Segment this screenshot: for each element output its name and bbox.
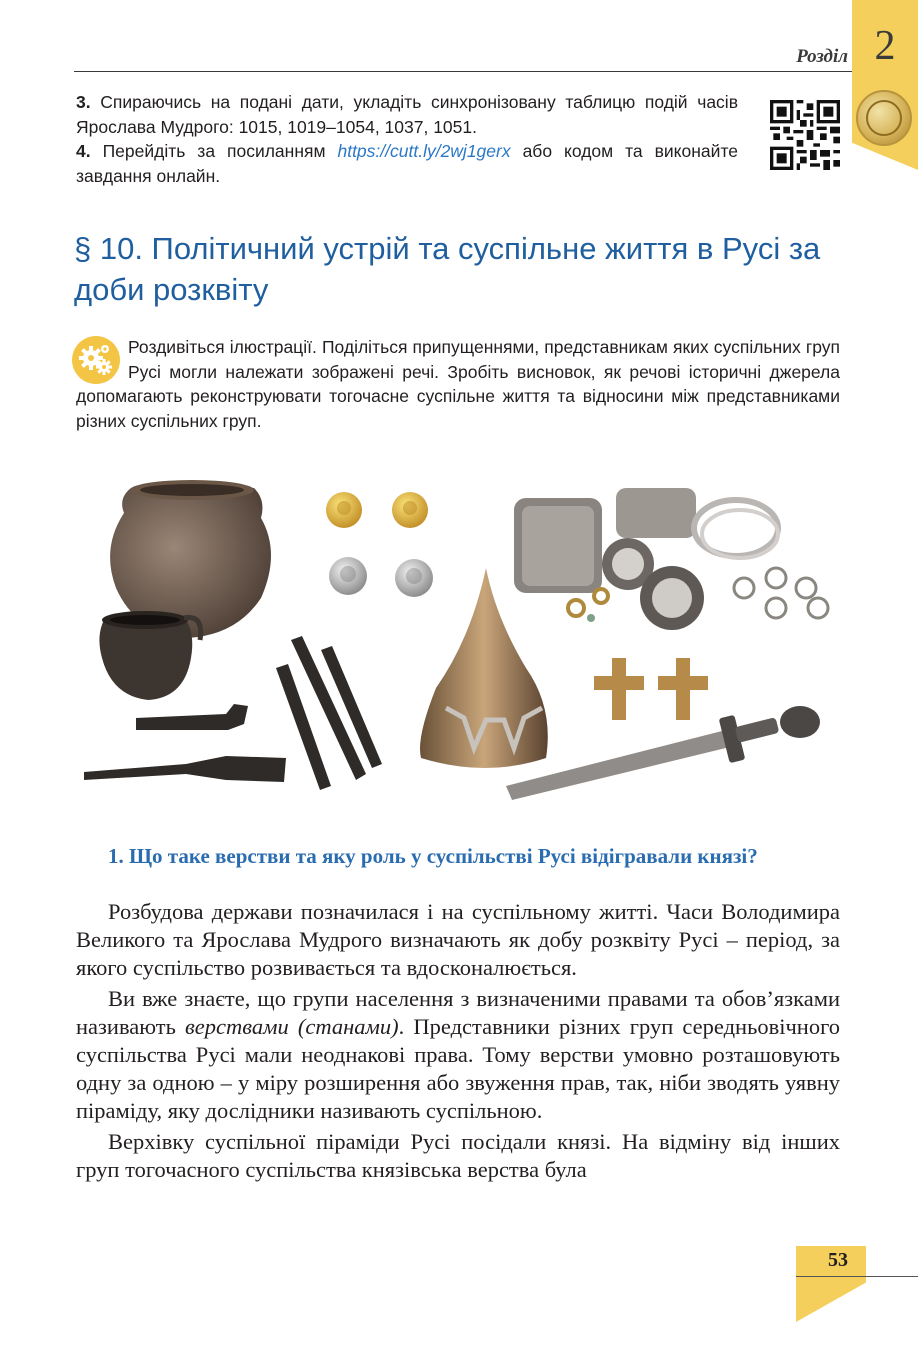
task-4: 4. Перейдіть за посиланням https://cutt.ly/2wj1gerx або кодом та виконайте завдання онлайн. — [76, 141, 738, 186]
sword-icon — [506, 706, 820, 800]
medal-icon — [856, 90, 912, 146]
paragraph-1: Розбудова держави позначилася і на суспільному житті. Часи Володимира Великого та Ярослава Мудрого визначають як добу розквіту Русі – період, за якого суспільство розвивається та вдосконалюється. — [76, 899, 840, 981]
qr-code-icon[interactable] — [770, 100, 840, 170]
paragraph-2: Ви вже знаєте, що групи населення з визначеними правами та обов’язками називають верствами (станами). Представники різних груп середньовічного суспільства Русі мали неоднакові права. Тому верстви умовно розташовують одну за одною – у міру розширення або звуження прав, так, ніби зводять уявну піраміду, яку дослідники називають суспільною. — [76, 985, 841, 1124]
header-divider — [74, 71, 852, 72]
tasks-block — [76, 90, 738, 188]
term-estates: верствами (станами) — [185, 1013, 399, 1039]
beads-icon — [734, 568, 828, 618]
section-body — [76, 898, 840, 1186]
crosses-icon — [594, 658, 708, 720]
page-number-divider — [796, 1276, 918, 1277]
artifacts-illustration — [76, 468, 846, 808]
page-number: 53 — [828, 1249, 848, 1271]
coins-icon — [326, 492, 433, 597]
helmet-icon — [420, 568, 548, 768]
intro-text: Роздивіться ілюстрації. Поділіться припущеннями, представникам яких суспільних груп Русі могли належати зображені речі. Зробіть висновок, як речові історичні джерела допомагають реконструювати тогочасне суспільне життя та відносини між представниками різних суспільних груп. — [76, 337, 840, 431]
section-label: Розділ — [796, 46, 848, 67]
paragraph-3: Верхівку суспільної піраміди Русі посідали князі. На відміну від інших груп тогочасного суспільства князівська верства була — [76, 1128, 840, 1182]
online-task-link[interactable]: https://cutt.ly/2wj1gerx — [337, 141, 511, 161]
chapter-number: 2 — [874, 23, 896, 69]
paragraph-title: § 10. Політичний устрій та суспільне життя в Русі за доби розквіту — [74, 231, 821, 307]
small-pot-icon — [99, 611, 200, 700]
section-heading: 1. Що таке верстви та яку роль у суспільстві Русі відігравали князі? — [108, 844, 758, 868]
task-3: 3. Спираючись на подані дати, укладіть синхронізовану таблицю подій часів Ярослава Мудрого: 1015, 1019–1054, 1037, 1051. — [76, 92, 738, 137]
